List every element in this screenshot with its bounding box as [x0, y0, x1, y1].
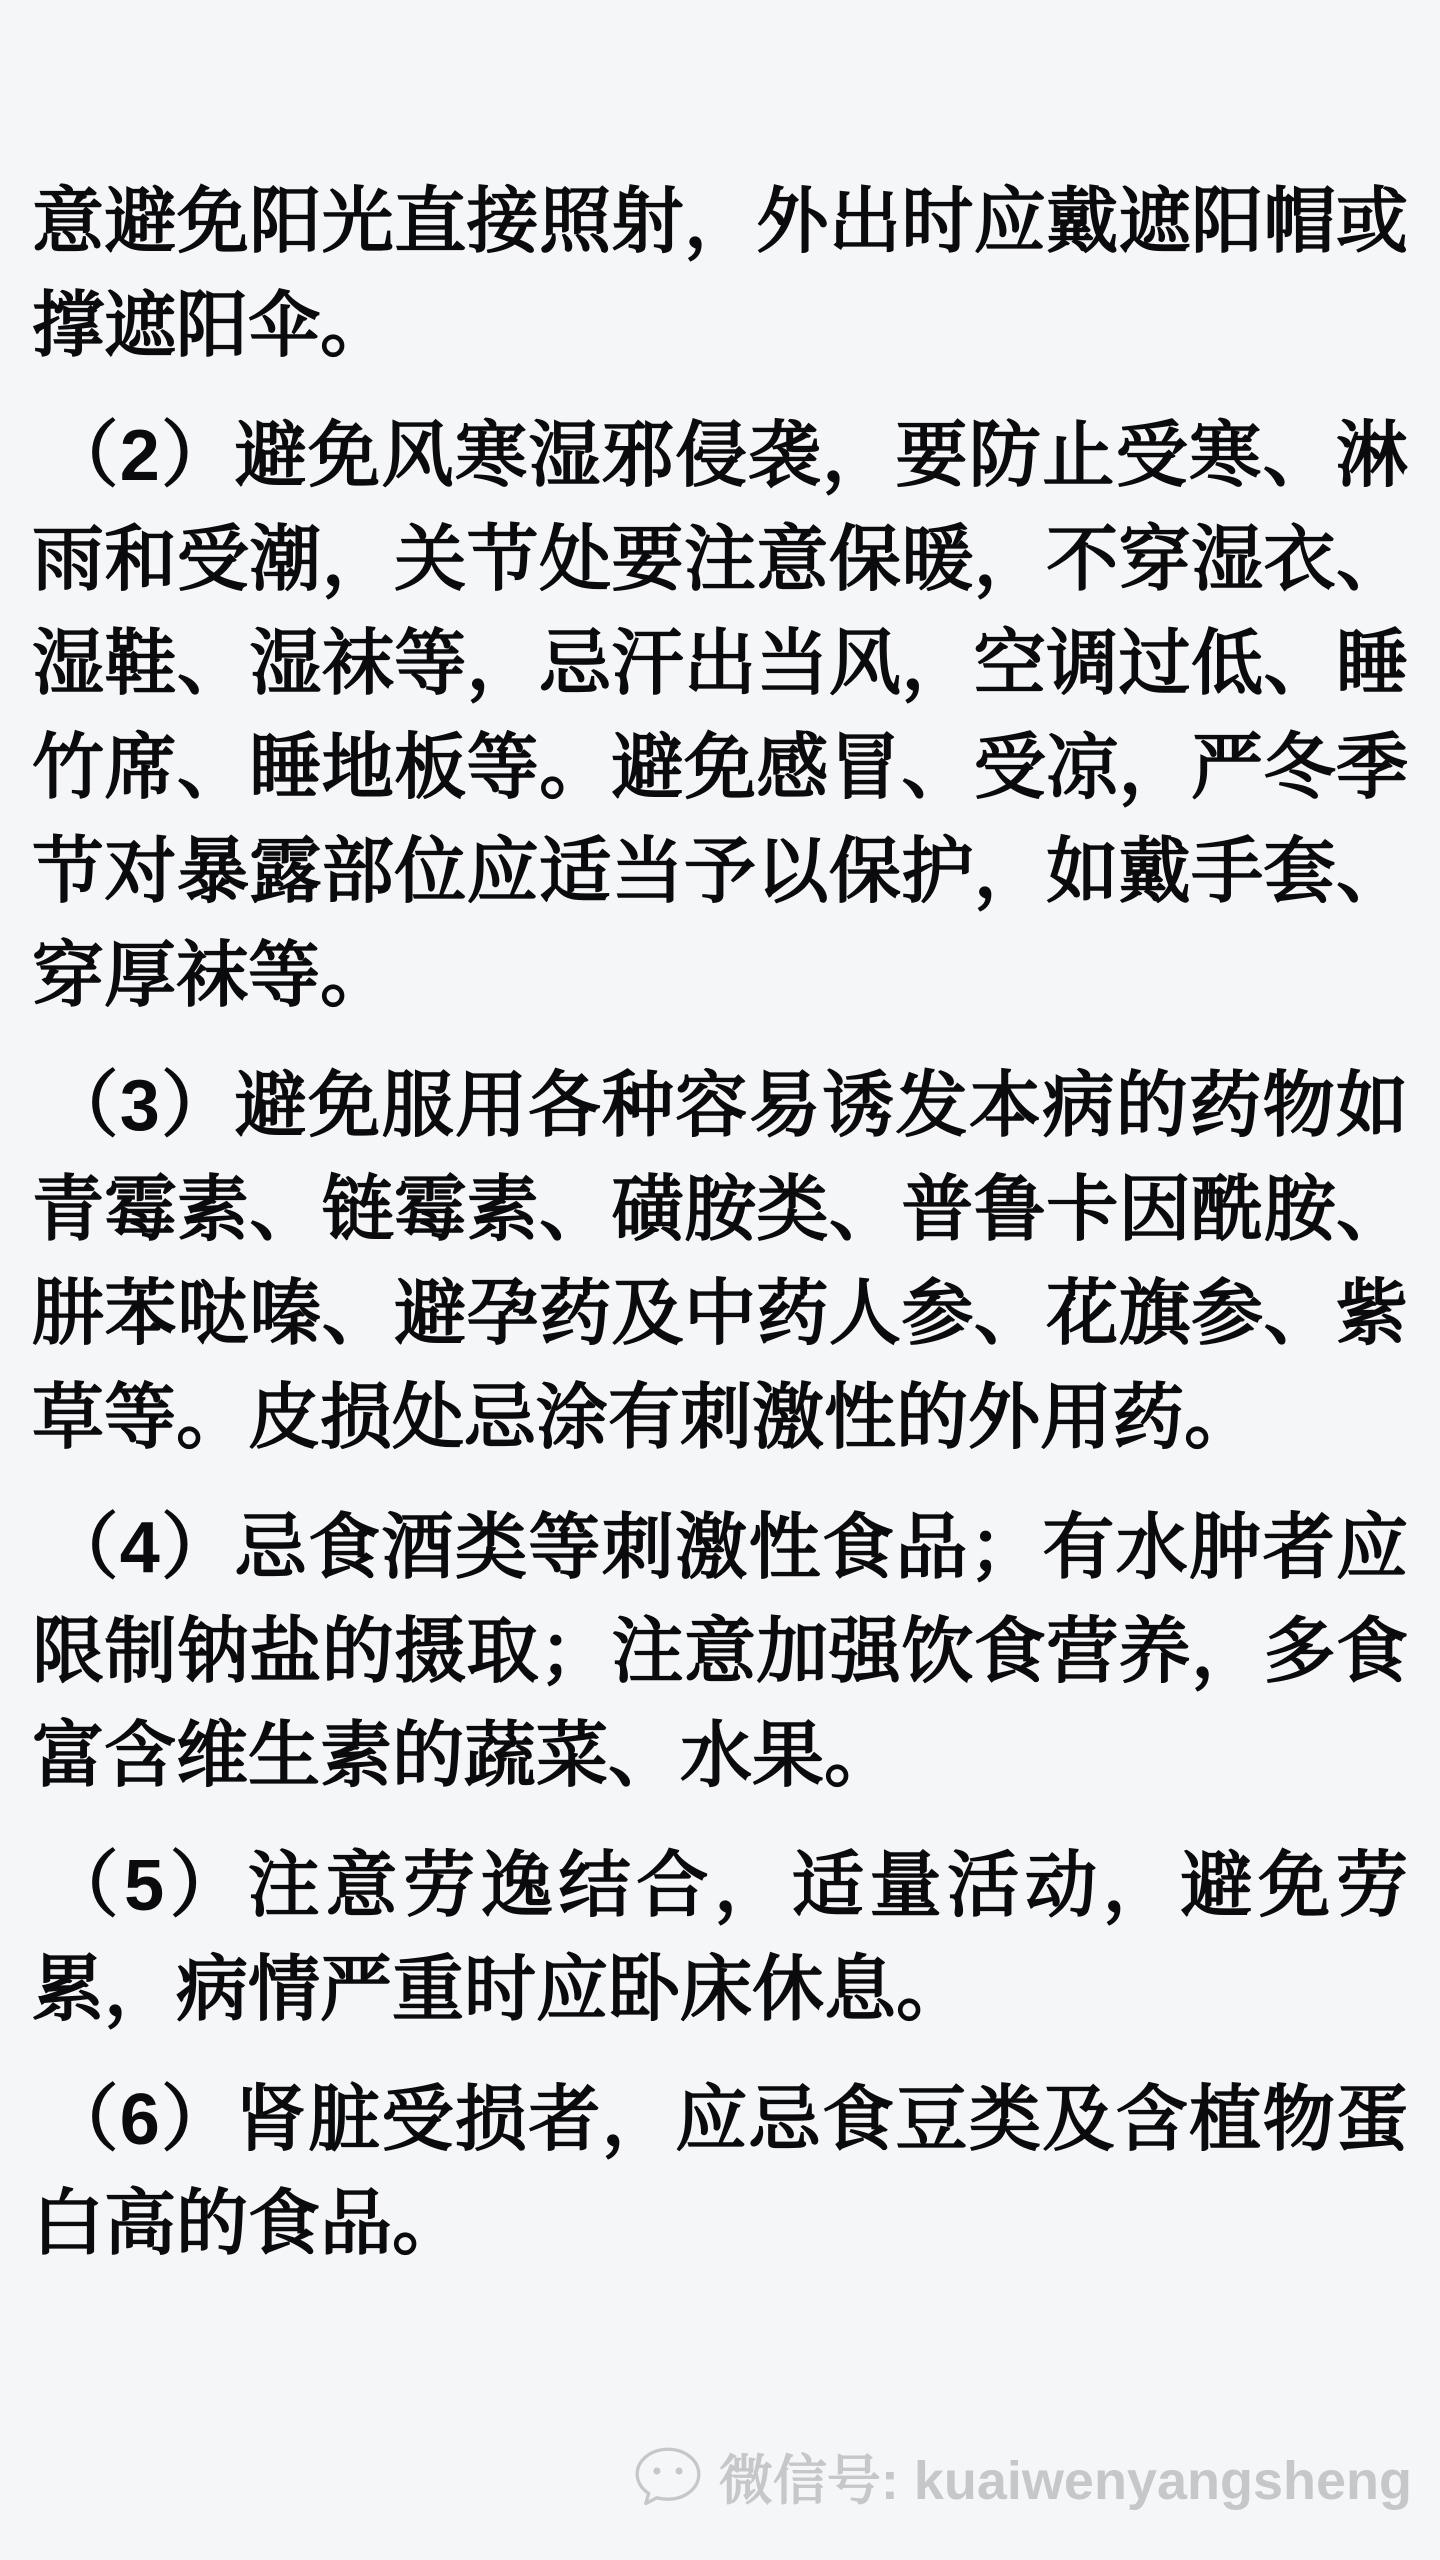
watermark-label: 微信号: kuaiwenyangsheng [718, 2451, 1412, 2511]
paragraph: （6）肾脏受损者，应忌食豆类及含植物蛋白高的食品。 [32, 2080, 1408, 2264]
paragraph: （4）忌食酒类等刺激性食品；有水肿者应限制钠盐的摄取；注意加强饮食营养，多食富含维生素的蔬菜、水果。 [32, 1508, 1408, 1796]
paragraph: 意避免阳光直接照射，外出时应戴遮阳帽或撑遮阳伞。 [32, 182, 1408, 366]
wechat-icon [631, 2442, 707, 2512]
watermark [631, 2438, 1412, 2515]
paragraph: （2）避免风寒湿邪侵袭，要防止受寒、淋雨和受潮，关节处要注意保暖，不穿湿衣、湿鞋、湿袜等，忌汗出当风，空调过低、睡竹席、睡地板等。避免感冒、受凉，严冬季节对暴露部位应适当予以保护，如戴手套、穿厚袜等。 [32, 416, 1408, 1016]
paragraph: （5）注意劳逸结合，适量活动，避免劳累，病情严重时应卧床休息。 [32, 1846, 1408, 2030]
paragraph: （3）避免服用各种容易诱发本病的药物如青霉素、链霉素、磺胺类、普鲁卡因酰胺、肼苯哒嗪、避孕药及中药人参、花旗参、紫草等。皮损处忌涂有刺激性的外用药。 [32, 1066, 1408, 1458]
